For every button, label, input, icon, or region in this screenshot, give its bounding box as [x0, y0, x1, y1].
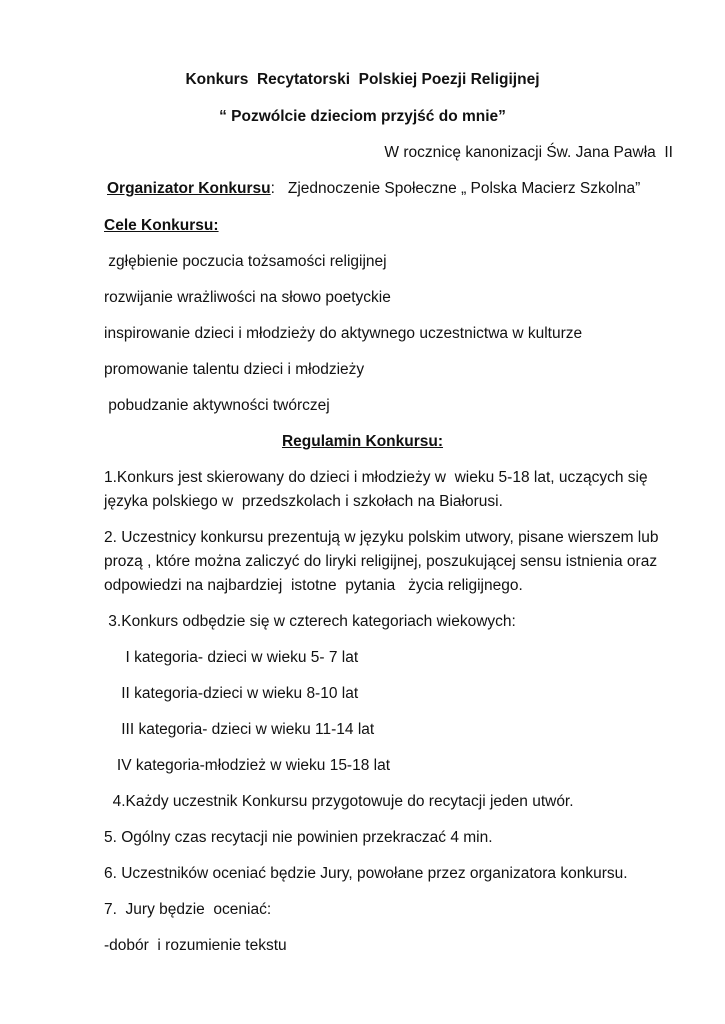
document-subtitle: “ Pozwólcie dzieciom przyjść do mnie”	[219, 108, 506, 125]
rule-paragraph-line: prozą , które można zaliczyć do liryki religijnej, poszukującej sensu istnienia oraz	[104, 553, 658, 570]
goal-item: inspirowanie dzieci i młodzieży do aktywnego uczestnictwa w kulturze	[104, 325, 583, 342]
rule-paragraph-line: 2. Uczestnicy konkursu prezentują w języku polskim utwory, pisane wierszem lub	[104, 529, 659, 546]
goals-heading: Cele Konkursu:	[104, 217, 219, 234]
goal-item: pobudzanie aktywności twórczej	[104, 397, 330, 414]
rule-paragraph-line: odpowiedzi na najbardziej istotne pytania życia religijnego.	[104, 577, 523, 594]
rule-paragraph-line: 4.Każdy uczestnik Konkursu przygotowuje do recytacji jeden utwór.	[104, 793, 574, 810]
goal-item: rozwijanie wrażliwości na słowo poetyckie	[104, 289, 391, 306]
organizer-value: Zjednoczenie Społeczne „ Polska Macierz Szkolna”	[274, 180, 641, 197]
goal-item: promowanie talentu dzieci i młodzieży	[104, 361, 365, 378]
organizer-separator: :	[270, 180, 275, 197]
rule-paragraph-line: 5. Ogólny czas recytacji nie powinien przekraczać 4 min.	[104, 829, 493, 846]
organizer-label: Organizator Konkursu	[107, 180, 271, 197]
rule-paragraph-line: 3.Konkurs odbędzie się w czterech kategoriach wiekowych:	[104, 613, 516, 630]
rule-paragraph-line: -dobór i rozumienie tekstu	[104, 937, 287, 954]
category-item: III kategoria- dzieci w wieku 11-14 lat	[104, 721, 375, 738]
rule-paragraph-line: 6. Uczestników oceniać będzie Jury, powołane przez organizatora konkursu.	[104, 865, 628, 882]
rule-paragraph-line: 7. Jury będzie oceniać:	[104, 901, 272, 918]
rule-paragraph-line: 1.Konkurs jest skierowany do dzieci i młodzieży w wieku 5-18 lat, uczących się	[104, 469, 648, 486]
category-item: I kategoria- dzieci w wieku 5- 7 lat	[104, 649, 359, 666]
document-title: Konkurs Recytatorski Polskiej Poezji Religijnej	[185, 71, 540, 88]
goal-item: zgłębienie poczucia tożsamości religijnej	[104, 253, 387, 270]
rules-heading: Regulamin Konkursu:	[281, 433, 444, 450]
category-item: IV kategoria-młodzież w wieku 15-18 lat	[104, 757, 391, 774]
organizer-line	[107, 178, 640, 200]
rule-paragraph-line: języka polskiego w przedszkolach i szkołach na Białorusi.	[104, 493, 503, 510]
category-item: II kategoria-dzieci w wieku 8-10 lat	[104, 685, 359, 702]
occasion-line: W rocznicę kanonizacji Św. Jana Pawła II	[384, 144, 673, 161]
